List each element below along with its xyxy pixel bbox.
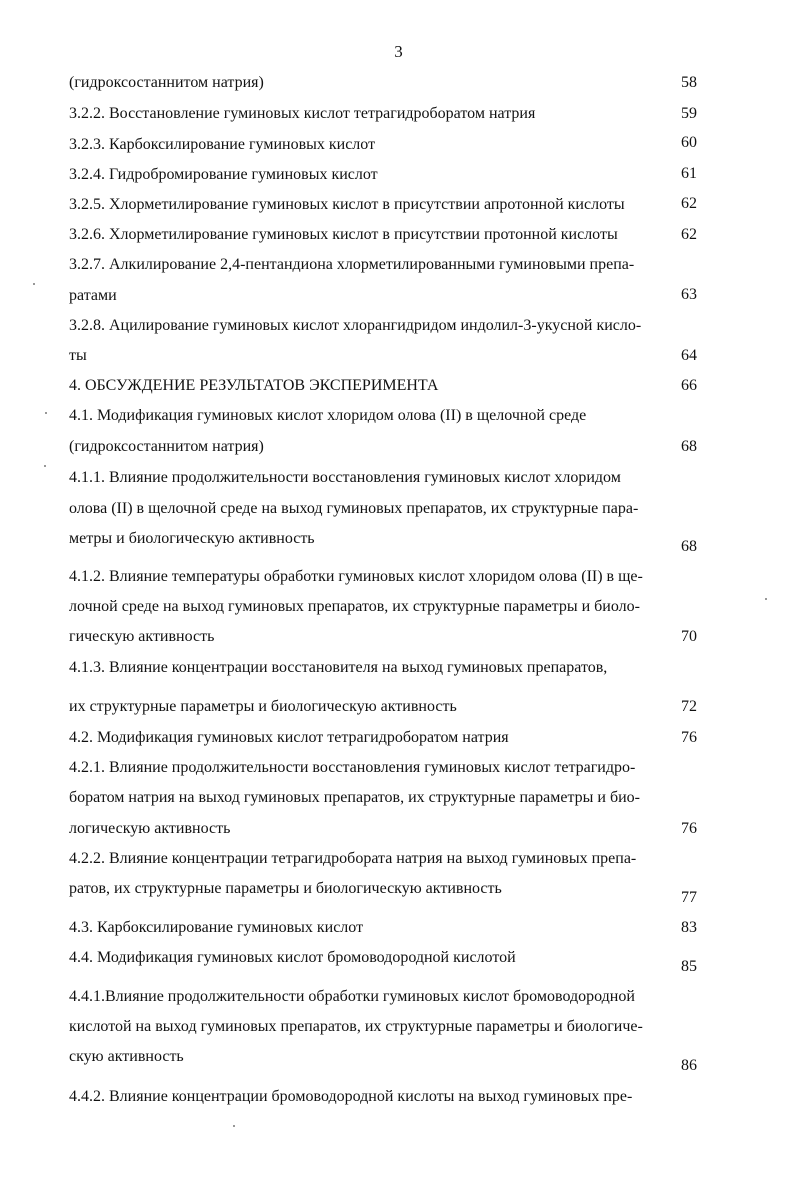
- toc-entry-text: 4.2.1. Влияние продолжительности восстановления гуминовых кислот тетрагидро-: [69, 759, 636, 776]
- toc-entry-text: (гидроксостаннитом натрия): [69, 74, 264, 91]
- toc-entry-text: 3.2.8. Ацилирование гуминовых кислот хлорангидридом индолил-3-укусной кисло-: [69, 317, 642, 334]
- toc-entry-text: 3.2.6. Хлорметилирование гуминовых кислот в присутствии протонной кислоты: [69, 226, 618, 243]
- toc-entry-text: олова (II) в щелочной среде на выход гуминовых препаратов, их структурные пара-: [69, 500, 639, 517]
- page-number: 3: [394, 42, 403, 61]
- toc-entry-text: (гидроксостаннитом натрия): [69, 438, 264, 455]
- scan-speck: [765, 598, 767, 600]
- toc-entry-page: 83: [681, 919, 697, 936]
- toc-entry-text: 4.1. Модификация гуминовых кислот хлоридом олова (II) в щелочной среде: [69, 407, 587, 424]
- toc-entry-page: 60: [681, 134, 697, 151]
- toc-entry-text: 4.4.1.Влияние продолжительности обработки гуминовых кислот бромоводородной: [69, 988, 635, 1005]
- toc-entry-text: 3.2.4. Гидробромирование гуминовых кислот: [69, 166, 378, 183]
- toc-entry-page: 76: [681, 729, 697, 746]
- toc-entry-text: 3.2.3. Карбоксилирование гуминовых кислот: [69, 136, 376, 153]
- toc-entry-text: 4.1.2. Влияние температуры обработки гуминовых кислот хлоридом олова (II) в ще-: [69, 568, 643, 585]
- toc-entry-text: 4.4.2. Влияние концентрации бромоводородной кислоты на выход гуминовых пре-: [69, 1088, 633, 1105]
- toc-entry-page: 70: [681, 628, 697, 645]
- toc-entry-text: 3.2.2. Восстановление гуминовых кислот тетрагидроборатом натрия: [69, 105, 536, 122]
- toc-entry-text: 4.1.3. Влияние концентрации восстановителя на выход гуминовых препаратов,: [69, 659, 608, 676]
- scan-speck: [45, 412, 47, 414]
- toc-entry-page: 59: [681, 105, 697, 122]
- toc-entry-page: 86: [681, 1057, 697, 1074]
- toc-entry-page: 77: [681, 889, 697, 906]
- toc-entry-text: кислотой на выход гуминовых препаратов, их структурные параметры и биологиче-: [69, 1018, 643, 1035]
- scan-speck: [33, 283, 35, 285]
- toc-entry-page: 68: [681, 438, 697, 455]
- scan-speck: [44, 465, 46, 467]
- toc-entry-page: 72: [681, 698, 697, 715]
- toc-entry-text: скую активность: [69, 1048, 184, 1065]
- toc-entry-text: боратом натрия на выход гуминовых препаратов, их структурные параметры и био-: [69, 789, 641, 806]
- toc-entry-page: 61: [681, 165, 697, 182]
- toc-entry-text: 3.2.5. Хлорметилирование гуминовых кислот в присутствии апротонной кислоты: [69, 196, 625, 213]
- toc-entry-text: их структурные параметры и биологическую активность: [69, 698, 457, 715]
- toc-entry-text: гическую активность: [69, 628, 215, 645]
- toc-entry-text: 4.3. Карбоксилирование гуминовых кислот: [69, 919, 364, 936]
- toc-entry-page: 76: [681, 820, 697, 837]
- toc-entry-text: 4.4. Модификация гуминовых кислот бромоводородной кислотой: [69, 949, 516, 966]
- toc-entry-page: 68: [681, 538, 697, 555]
- toc-entry-text: 4.1.1. Влияние продолжительности восстановления гуминовых кислот хлоридом: [69, 469, 621, 486]
- toc-entry-page: 64: [681, 347, 697, 364]
- toc-entry-page: 66: [681, 377, 697, 394]
- toc-entry-page: 62: [681, 195, 697, 212]
- toc-entry-page: 58: [681, 74, 697, 91]
- toc-entry-text: ратов, их структурные параметры и биологическую активность: [69, 880, 502, 897]
- toc-entry-text: логическую активность: [69, 820, 231, 837]
- toc-entry-text: лочной среде на выход гуминовых препаратов, их структурные параметры и биоло-: [69, 598, 640, 615]
- scan-speck: [233, 1125, 235, 1127]
- toc-entry-page: 85: [681, 958, 697, 975]
- toc-entry-text: 4. ОБСУЖДЕНИЕ РЕЗУЛЬТАТОВ ЭКСПЕРИМЕНТА: [69, 377, 439, 394]
- toc-entry-text: 3.2.7. Алкилирование 2,4-пентандиона хлорметилированными гуминовыми препа-: [69, 256, 635, 273]
- toc-entry-page: 62: [681, 226, 697, 243]
- toc-entry-text: 4.2.2. Влияние концентрации тетрагидробората натрия на выход гуминовых препа-: [69, 850, 637, 867]
- toc-entry-text: ратами: [69, 287, 117, 304]
- toc-entry-text: ты: [69, 347, 87, 364]
- toc-entry-text: 4.2. Модификация гуминовых кислот тетрагидроборатом натрия: [69, 729, 509, 746]
- toc-entry-page: 63: [681, 286, 697, 303]
- toc-entry-text: метры и биологическую активность: [69, 530, 315, 547]
